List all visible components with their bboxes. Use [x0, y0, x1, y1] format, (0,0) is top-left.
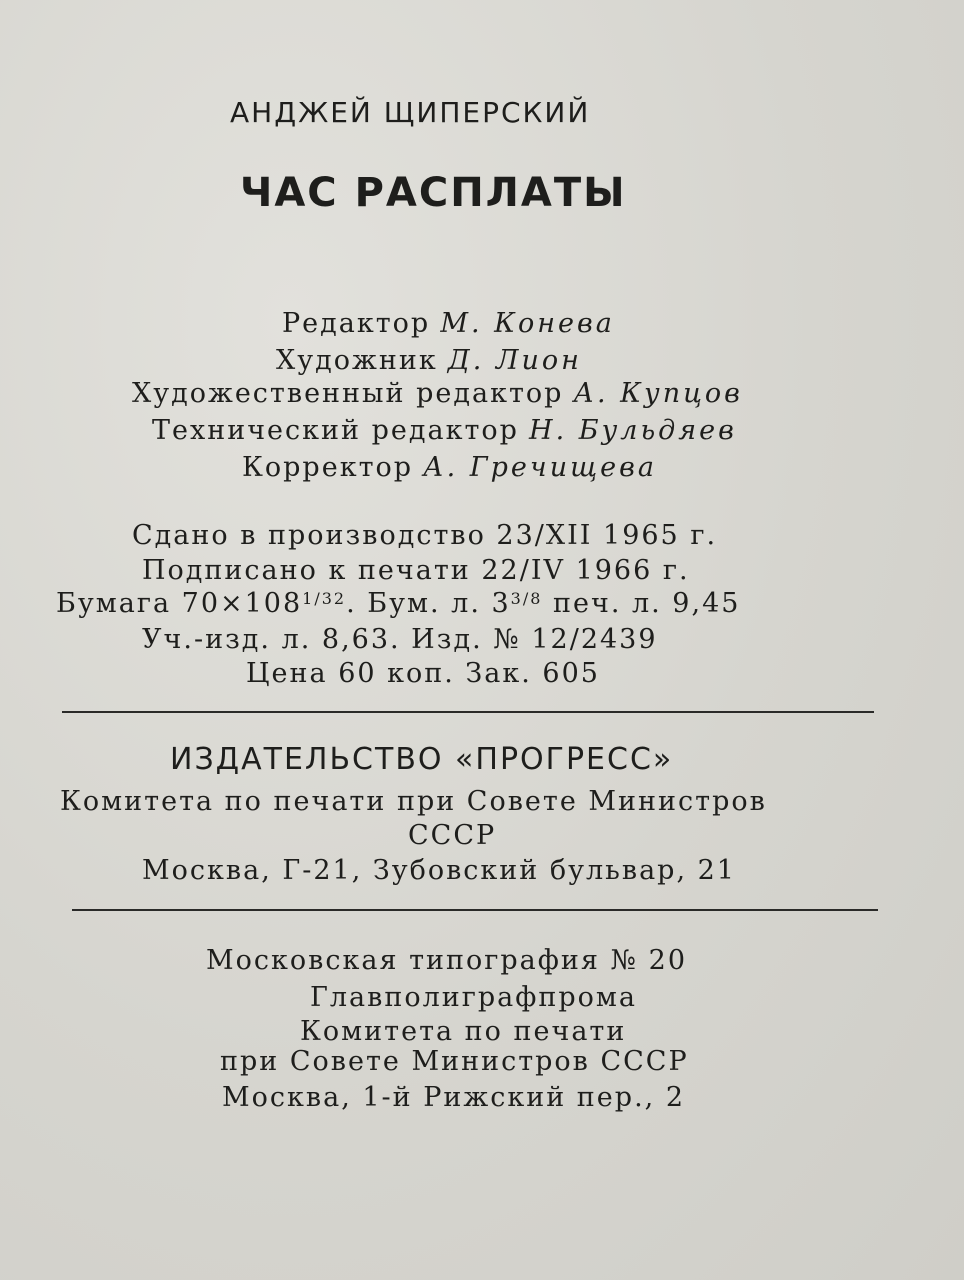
imprint-paper-fraction2: 3/8 — [510, 589, 543, 608]
credit-art-editor — [132, 378, 743, 409]
book-title: ЧАС РАСПЛАТЫ — [240, 170, 627, 216]
publisher-country: СССР — [408, 820, 497, 851]
divider-bottom — [72, 909, 878, 911]
credit-editor — [282, 308, 615, 339]
imprint-paper-a: Бумага 70×108 — [56, 588, 303, 619]
imprint-production-date: Сдано в производство 23/XII 1965 г. — [132, 520, 718, 551]
printer-name: Московская типография № 20 — [206, 945, 688, 976]
credit-role: Художественный редактор — [132, 378, 564, 409]
divider-top — [62, 711, 874, 713]
publisher-address: Москва, Г-21, Зубовский бульвар, 21 — [142, 855, 736, 886]
credit-role: Редактор — [282, 308, 431, 339]
credit-person: А. Гречищева — [423, 452, 657, 483]
printer-address: Москва, 1-й Рижский пер., 2 — [222, 1082, 685, 1113]
imprint-paper — [56, 588, 740, 619]
imprint-paper-b: . Бум. л. 3 — [346, 588, 511, 619]
imprint-paper-fraction: 1/32 — [302, 589, 347, 608]
credit-role: Корректор — [242, 452, 414, 483]
credit-role: Художник — [276, 345, 438, 376]
printer-council: при Совете Министров СССР — [220, 1046, 689, 1077]
credit-role: Технический редактор — [152, 415, 519, 446]
imprint-signed-date: Подписано к печати 22/IV 1966 г. — [142, 555, 690, 586]
credit-tech-editor — [152, 415, 737, 446]
credit-artist — [276, 345, 582, 376]
printer-org: Главполиграфпрома — [310, 982, 638, 1013]
imprint-edition: Уч.-изд. л. 8,63. Изд. № 12/2439 — [142, 624, 658, 655]
credit-person: Д. Лион — [447, 345, 582, 376]
imprint-price: Цена 60 коп. Зак. 605 — [246, 658, 600, 689]
publisher-committee: Комитета по печати при Совете Министров — [60, 786, 767, 817]
credit-person: М. Конева — [440, 308, 615, 339]
publisher-name: ИЗДАТЕЛЬСТВО «ПРОГРЕСС» — [170, 742, 674, 777]
imprint-paper-c: печ. л. 9,45 — [542, 588, 741, 619]
credit-person: А. Купцов — [573, 378, 743, 409]
credit-person: Н. Бульдяев — [529, 415, 737, 446]
author-name: АНДЖЕЙ ЩИПЕРСКИЙ — [230, 96, 591, 129]
printer-committee: Комитета по печати — [300, 1016, 627, 1047]
credit-proofreader — [242, 452, 657, 483]
